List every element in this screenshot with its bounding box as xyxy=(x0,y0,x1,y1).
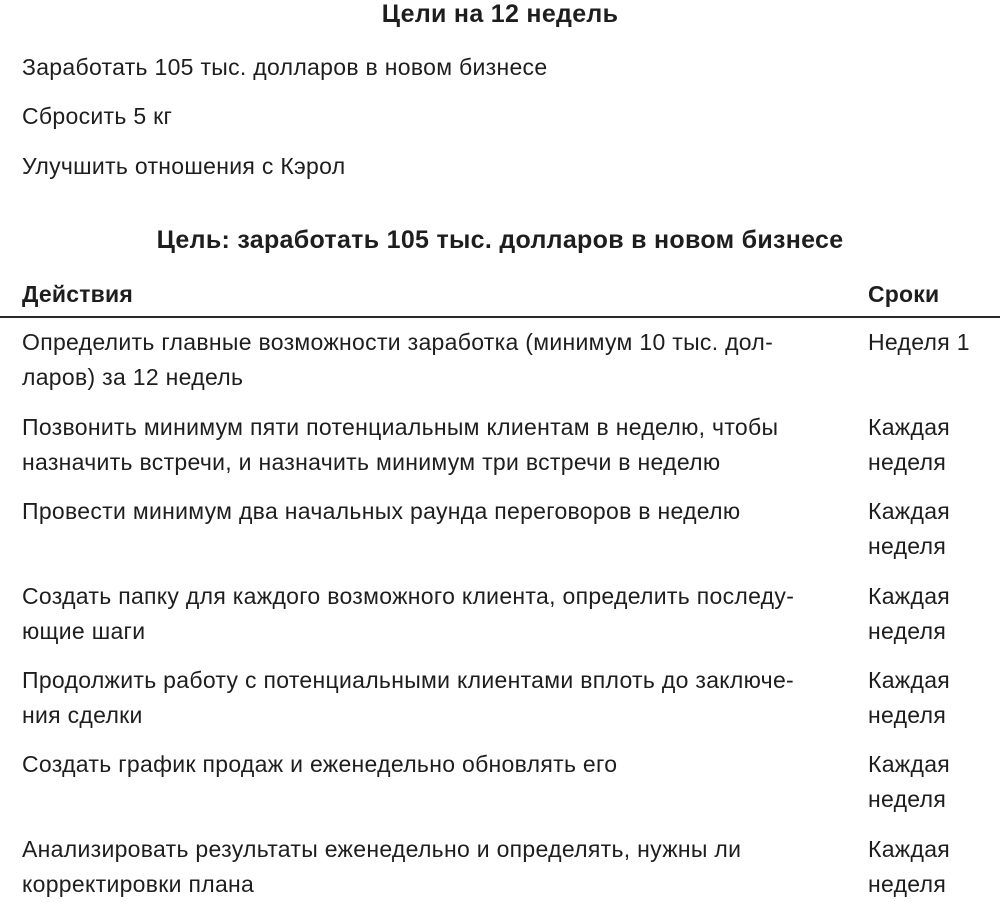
action-text-line: Анализировать результаты еженедельно и определять, нужны ли xyxy=(22,836,742,862)
goal-item: Сбросить 5 кг xyxy=(22,103,173,129)
action-cell xyxy=(22,663,812,733)
action-text-line: назначить встречи, и назначить минимум три встречи в неделю xyxy=(22,449,721,475)
action-text-line: ния сделки xyxy=(22,702,143,728)
deadline-cell xyxy=(868,663,998,733)
action-text-line: ларов) за 12 недель xyxy=(22,364,244,390)
action-text-line: Провести минимум два начальных раунда переговоров в неделю xyxy=(22,498,741,524)
deadline-text-line: неделя xyxy=(868,702,947,728)
deadline-text-line: неделя xyxy=(868,618,947,644)
deadline-text-line: неделя xyxy=(868,533,947,559)
deadline-cell xyxy=(868,494,998,564)
deadline-text-line: Неделя 1 xyxy=(868,329,970,355)
deadline-text-line: неделя xyxy=(868,449,947,475)
deadline-cell xyxy=(868,579,998,649)
action-text-line: Создать папку для каждого возможного клиента, определить последу- xyxy=(22,583,795,609)
action-cell xyxy=(22,325,812,395)
action-cell xyxy=(22,579,812,649)
deadline-text-line: неделя xyxy=(868,786,947,812)
deadline-text-line: Каждая xyxy=(868,836,951,862)
deadline-cell xyxy=(868,832,998,902)
action-cell xyxy=(22,494,812,529)
action-cell xyxy=(22,832,812,902)
action-text-line: Продолжить работу с потенциальными клиентами вплоть до заключе- xyxy=(22,667,795,693)
deadline-cell xyxy=(868,747,998,817)
action-text-line: Создать график продаж и еженедельно обновлять его xyxy=(22,751,618,777)
deadline-text-line: Каждая xyxy=(868,583,951,609)
deadline-text-line: Каждая xyxy=(868,498,951,524)
goal-item: Улучшить отношения с Кэрол xyxy=(22,153,346,179)
action-text-line: Позвонить минимум пяти потенциальным клиентам в неделю, чтобы xyxy=(22,414,779,440)
column-header-actions: Действия xyxy=(22,281,133,307)
deadline-cell xyxy=(868,410,998,480)
header-divider xyxy=(0,316,1000,318)
action-cell xyxy=(22,410,812,480)
action-text-line: Определить главные возможности заработка (минимум 10 тыс. дол- xyxy=(22,329,774,355)
deadline-text-line: Каждая xyxy=(868,667,951,693)
action-cell xyxy=(22,747,812,782)
action-text-line: корректировки плана xyxy=(22,871,255,897)
deadline-cell xyxy=(868,325,998,360)
heading-goal: Цель: заработать 105 тыс. долларов в новом бизнесе xyxy=(156,226,844,254)
action-text-line: ющие шаги xyxy=(22,618,146,644)
deadline-text-line: неделя xyxy=(868,871,947,897)
goal-item: Заработать 105 тыс. долларов в новом бизнесе xyxy=(22,54,548,80)
deadline-text-line: Каждая xyxy=(868,414,951,440)
deadline-text-line: Каждая xyxy=(868,751,951,777)
heading-12-week-goals: Цели на 12 недель xyxy=(381,0,619,28)
column-header-deadline: Сроки xyxy=(868,281,940,307)
